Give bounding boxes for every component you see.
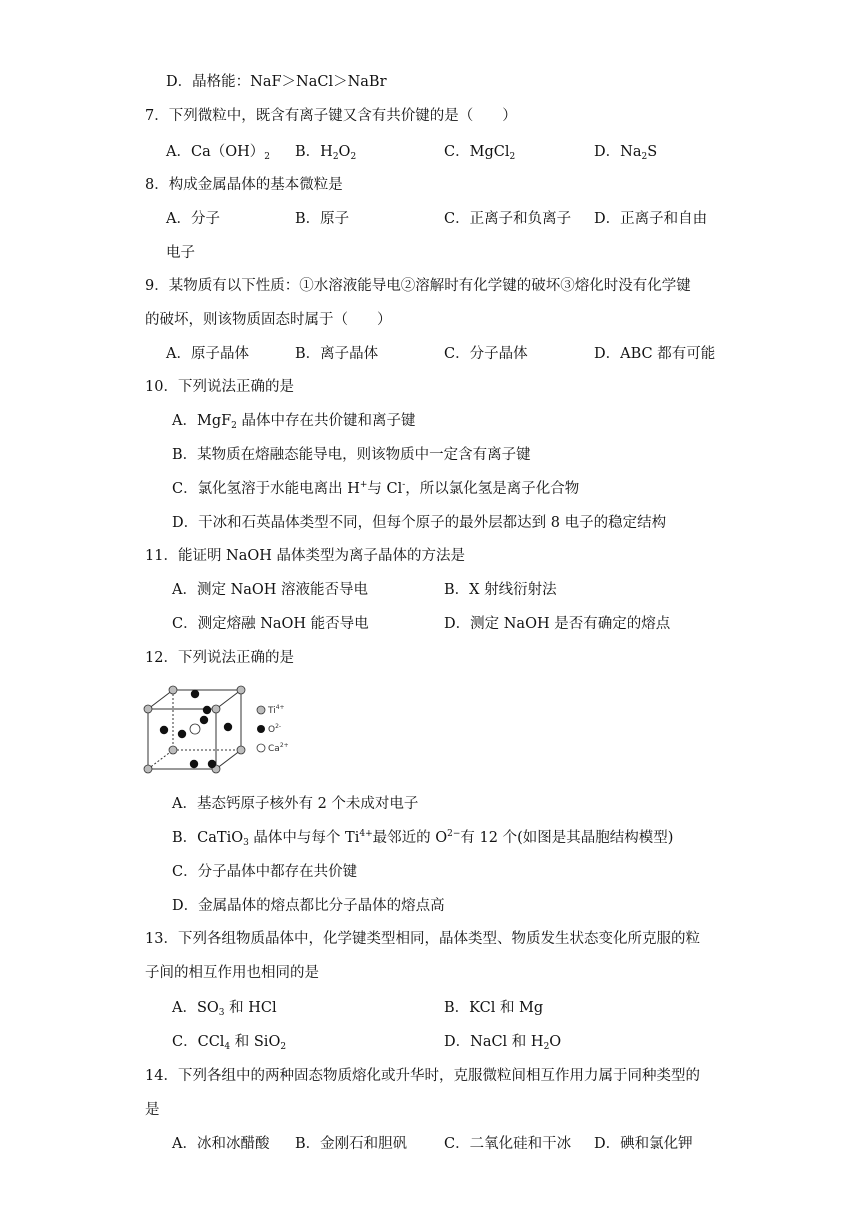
ca-ion — [190, 724, 200, 734]
q7-option-a: A．$Ca(OH)_2$ — [166, 144, 270, 162]
q9-option-a: A．原子晶体 — [166, 346, 249, 362]
q12-option-a: A．基态钙原子核外有 2 个未成对电子 — [172, 796, 419, 812]
legend-o-marker — [257, 725, 265, 733]
q10-option-c: C．氯化氢溶于水能电离出 H+与 Cl-，所以氯化氢是离子化合物 — [172, 480, 580, 497]
q11-option-a: A．测定 NaOH 溶液能否导电 — [172, 582, 369, 598]
q10-option-d: D．干冰和石英晶体类型不同，但每个原子的最外层都达到 8 电子的稳定结构 — [172, 515, 667, 531]
q7-option-c: C．MgCl$_2$ — [444, 144, 516, 162]
q14-option-c: C．二氧化硅和干冰 — [444, 1136, 572, 1152]
legend-o: $O^{2-}$ — [268, 723, 282, 735]
legend-ti: $Ti^{4+}$ — [268, 704, 285, 716]
q14-stem-line2: 是 — [145, 1102, 160, 1118]
q11-option-d: D．测定 NaOH 是否有确定的熔点 — [444, 616, 671, 632]
q8-option-d: D．正离子和自由 — [594, 211, 708, 227]
q10-stem: 10．下列说法正确的是 — [145, 379, 294, 395]
q13-stem-line1: 13．下列各组物质晶体中，化学键类型相同，晶体类型、物质发生状态变化所克服的粒 — [145, 931, 700, 947]
q13-option-a: A．$SO_3$ 和 HCl — [172, 1000, 277, 1018]
q13-option-b: B．KCl 和 Mg — [444, 1000, 544, 1016]
q12-stem: 12．下列说法正确的是 — [145, 650, 294, 666]
q9-stem-line2: 的破坏，则该物质固态时属于（ ） — [145, 312, 392, 328]
q6-option-d: D．晶格能：NaF＞NaCl＞NaBr — [166, 74, 387, 90]
crystal-cell-diagram — [140, 682, 289, 778]
q11-option-b: B．X 射线衍射法 — [444, 582, 557, 598]
q13-stem-line2: 子间的相互作用也相同的是 — [145, 965, 319, 981]
q14-stem-line1: 14．下列各组中的两种固态物质熔化或升华时，克服微粒间相互作用力属于同种类型的 — [145, 1068, 700, 1084]
q14-option-d: D．碘和氯化钾 — [594, 1136, 693, 1152]
q8-stem: 8．构成金属晶体的基本微粒是 — [145, 177, 343, 193]
q12-option-b: B．CaTiO$_3$ 晶体中与每个 $Ti^{4+}$最邻近的 $O^{2-}$有 12 个(如图是其晶胞结构模型) — [172, 829, 674, 848]
q9-stem-line1: 9．某物质有以下性质：①水溶液能导电②溶解时有化学键的破坏③熔化时没有化学键 — [145, 278, 691, 294]
q9-option-d: D．ABC 都有可能 — [594, 346, 716, 362]
q12-option-c: C．分子晶体中都存在共价键 — [172, 864, 358, 880]
q7-option-b: B．$H_2O_2$ — [295, 144, 357, 162]
q9-option-c: C．分子晶体 — [444, 346, 528, 362]
q7-option-d: D．$Na_2S$ — [594, 144, 658, 162]
q13-option-d: D．NaCl 和 $H_2O$ — [444, 1034, 562, 1052]
q8-option-b: B．原子 — [295, 211, 350, 227]
q8-option-a: A．分子 — [166, 211, 220, 227]
q14-option-a: A．冰和冰醋酸 — [172, 1136, 270, 1152]
q8-option-d-wrap: 电子 — [166, 245, 195, 261]
q11-stem: 11．能证明 NaOH 晶体类型为离子晶体的方法是 — [145, 548, 466, 564]
legend-ca: $Ca^{2+}$ — [268, 742, 289, 754]
q9-option-b: B．离子晶体 — [295, 346, 379, 362]
q10-option-b: B．某物质在熔融态能导电，则该物质中一定含有离子键 — [172, 447, 531, 463]
q13-option-c: C．CCl$_4$ 和 SiO$_2$ — [172, 1034, 287, 1052]
q10-option-a: A．MgF$_2$ 晶体中存在共价键和离子键 — [172, 413, 416, 431]
legend-ca-marker — [257, 744, 265, 752]
legend-ti-marker — [257, 706, 265, 714]
q8-option-c: C．正离子和负离子 — [444, 211, 572, 227]
q14-option-b: B．金刚石和胆矾 — [295, 1136, 408, 1152]
q12-option-d: D．金属晶体的熔点都比分子晶体的熔点高 — [172, 898, 445, 914]
q7-stem: 7．下列微粒中，既含有离子键又含有共价键的是（ ） — [145, 108, 517, 124]
q11-option-c: C．测定熔融 NaOH 能否导电 — [172, 616, 369, 632]
